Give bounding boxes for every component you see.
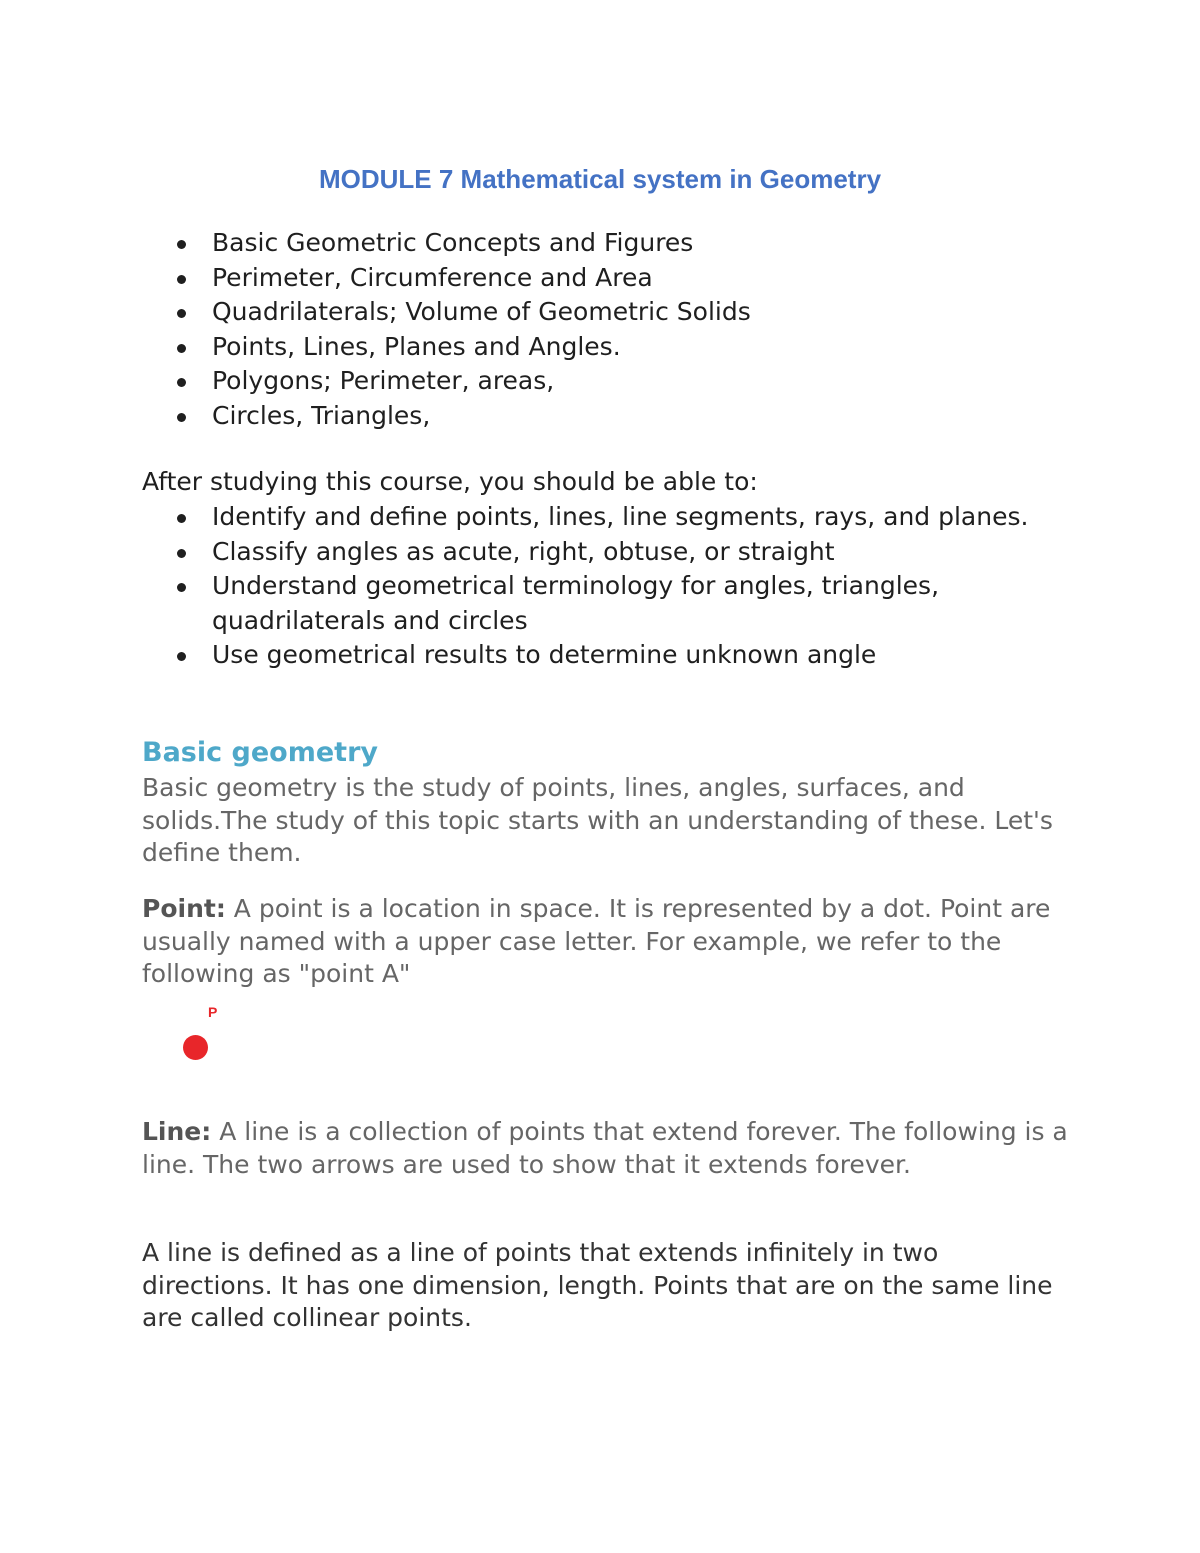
objectives-list	[142, 500, 1052, 673]
point-paragraph	[142, 893, 1072, 991]
document-title: MODULE 7 Mathematical system in Geometry	[318, 164, 882, 194]
list-item: Perimeter, Circumference and Area	[142, 261, 1052, 296]
basic-geometry-paragraph: Basic geometry is the study of points, lines, angles, surfaces, and solids.The study of this topic starts with an understanding of these. Let's define them.	[142, 773, 1053, 867]
list-item: Circles, Triangles,	[142, 399, 1052, 434]
objectives-intro: After studying this course, you should be able to:	[142, 467, 758, 496]
list-item: Understand geometrical terminology for angles, triangles, quadrilaterals and circles	[142, 569, 1052, 638]
section-heading: Basic geometry	[142, 737, 378, 768]
point-label: P	[208, 1004, 218, 1020]
line-definition-paragraph: A line is defined as a line of points that extends infinitely in two directions. It has one dimension, length. Points that are on the same line are called collinear points.	[142, 1238, 1053, 1332]
line-text: A line is a collection of points that extend forever. The following is a line. The two arrows are used to show that it extends forever.	[142, 1117, 1068, 1179]
list-item: Classify angles as acute, right, obtuse, or straight	[142, 535, 1052, 570]
list-item: Polygons; Perimeter, areas,	[142, 364, 1052, 399]
list-item: Basic Geometric Concepts and Figures	[142, 226, 1052, 261]
list-item: Identify and define points, lines, line segments, rays, and planes.	[142, 500, 1052, 535]
line-paragraph	[142, 1116, 1072, 1181]
list-item: Quadrilaterals; Volume of Geometric Solids	[142, 295, 1052, 330]
list-item: Use geometrical results to determine unknown angle	[142, 638, 1052, 673]
point-text: A point is a location in space. It is represented by a dot. Point are usually named with a upper case letter. For example, we refer to the following as "point A"	[142, 894, 1051, 988]
line-term: Line:	[142, 1117, 212, 1146]
topics-list	[142, 226, 1052, 433]
point-dot	[183, 1035, 208, 1060]
point-term: Point:	[142, 894, 226, 923]
point-figure	[176, 1002, 236, 1072]
list-item: Points, Lines, Planes and Angles.	[142, 330, 1052, 365]
